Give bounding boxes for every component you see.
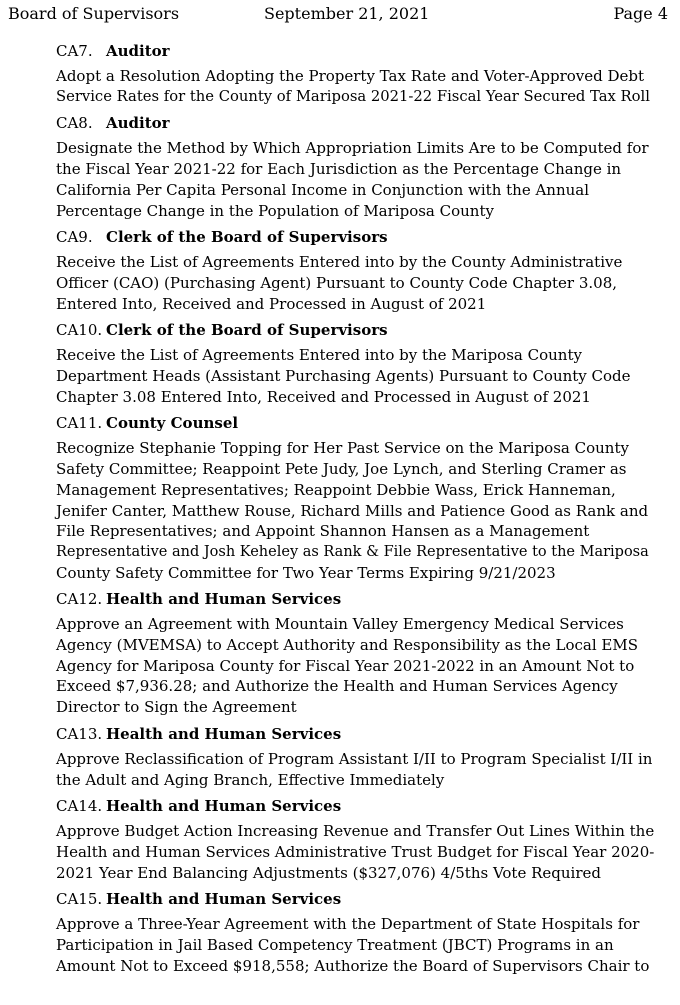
agenda-item <box>56 114 656 221</box>
description-line: Exceed $7,936.28; and Authorize the Health and Human Services Agency <box>56 677 618 696</box>
agenda-item-number: CA14. <box>56 797 103 816</box>
description-line: Approve Reclassification of Program Assistant I/II to Program Specialist I/II in <box>56 749 653 768</box>
agenda-item-description <box>56 66 656 107</box>
description-line: Service Rates for the County of Mariposa 2021-22 Fiscal Year Secured Tax Roll <box>56 87 650 105</box>
description-line: Chapter 3.08 Entered Into, Received and Processed in August of 2021 <box>56 387 591 406</box>
description-line: Approve a Three-Year Agreement with the Department of State Hospitals for <box>56 915 640 934</box>
description-line: Percentage Change in the Population of Mariposa County <box>56 201 494 220</box>
agenda-item-description <box>56 614 656 718</box>
agenda-item <box>56 725 656 790</box>
agenda-item-heading <box>56 42 656 62</box>
agenda-item-number: CA15. <box>56 890 103 909</box>
description-line: Agency for Mariposa County for Fiscal Year 2021-2022 in an Amount Not to <box>56 656 635 675</box>
description-line: Officer (CAO) (Purchasing Agent) Pursuant to County Code Chapter 3.08, <box>56 273 618 292</box>
agenda-item-number: CA9. <box>56 228 93 247</box>
description-line: Recognize Stephanie Topping for Her Past Service on the Mariposa County <box>56 439 629 458</box>
description-line: Representative and Josh Keheley as Rank & File Representative to the Mariposa <box>56 543 649 560</box>
agenda-item-department: Clerk of the Board of Supervisors <box>106 321 388 340</box>
agenda-item <box>56 890 656 976</box>
agenda-item-heading <box>56 890 656 910</box>
agenda-item-number: CA7. <box>56 42 93 60</box>
agenda-item-department: County Counsel <box>106 414 239 433</box>
agenda-item-description <box>56 749 656 790</box>
description-line: Amount Not to Exceed $918,558; Authorize the Board of Supervisors Chair to <box>56 956 650 975</box>
agenda-item-department: Health and Human Services <box>106 590 342 609</box>
description-line: California Per Capita Personal Income in Conjunction with the Annual <box>56 180 590 199</box>
description-line: File Representatives; and Appoint Shannon Hansen as a Management <box>56 522 590 541</box>
description-line: Health and Human Services Administrative Trust Budget for Fiscal Year 2020- <box>56 842 655 861</box>
description-line: County Safety Committee for Two Year Terms Expiring 9/21/2023 <box>56 563 556 582</box>
page-header <box>8 4 668 24</box>
description-line: Receive the List of Agreements Entered into by the County Administrative <box>56 253 623 272</box>
header-board-name: Board of Supervisors <box>8 4 180 23</box>
agenda-item-department: Health and Human Services <box>106 797 342 816</box>
agenda-item-heading <box>56 414 656 434</box>
description-line: Department Heads (Assistant Purchasing Agents) Pursuant to County Code <box>56 367 631 386</box>
agenda-item-number: CA12. <box>56 590 103 609</box>
description-line: Management Representatives; Reappoint Debbie Wass, Erick Hanneman, <box>56 480 616 499</box>
agenda-item-description <box>56 821 656 883</box>
agenda-item-department: Auditor <box>106 114 170 133</box>
description-line: 2021 Year End Balancing Adjustments ($327,076) 4/5ths Vote Required <box>56 863 601 882</box>
agenda-item <box>56 590 656 718</box>
agenda-item-heading <box>56 321 656 341</box>
agenda-item-department: Health and Human Services <box>106 890 342 909</box>
description-line: Participation in Jail Based Competency Treatment (JBCT) Programs in an <box>56 936 614 955</box>
agenda-item <box>56 797 656 883</box>
description-line: Designate the Method by Which Appropriation Limits Are to be Computed for <box>56 139 649 158</box>
agenda-item-number: CA13. <box>56 724 103 743</box>
agenda-item-number: CA10. <box>56 321 103 340</box>
agenda-item-department: Auditor <box>106 42 170 60</box>
header-page-number: Page 4 <box>613 4 668 23</box>
description-line: Director to Sign the Agreement <box>56 698 297 717</box>
agenda-item-description <box>56 138 656 221</box>
agenda-item-heading <box>56 725 656 745</box>
description-line: Safety Committee; Reappoint Pete Judy, Joe Lynch, and Sterling Cramer as <box>56 460 627 479</box>
description-line: Agency (MVEMSA) to Accept Authority and Responsibility as the Local EMS <box>56 636 639 655</box>
agenda-item-department: Clerk of the Board of Supervisors <box>106 228 388 247</box>
agenda-item <box>56 228 656 314</box>
agenda-item <box>56 414 656 583</box>
agenda-item-description <box>56 345 656 407</box>
agenda-item-description <box>56 438 656 583</box>
description-line: Approve an Agreement with Mountain Valley Emergency Medical Services <box>56 615 624 634</box>
description-line: the Fiscal Year 2021-22 for Each Jurisdiction as the Percentage Change in <box>56 160 622 179</box>
description-line: the Adult and Aging Branch, Effective Immediately <box>56 770 445 789</box>
description-line: Approve Budget Action Increasing Revenue and Transfer Out Lines Within the <box>56 822 655 841</box>
agenda-item-heading <box>56 590 656 610</box>
agenda-item-heading <box>56 797 656 817</box>
consent-agenda-list <box>56 42 656 984</box>
agenda-item-description <box>56 252 656 314</box>
agenda-item-number: CA11. <box>56 414 103 433</box>
agenda-item-heading <box>56 228 656 248</box>
header-date: September 21, 2021 <box>264 4 430 23</box>
agenda-item <box>56 321 656 407</box>
description-line: Entered Into, Received and Processed in August of 2021 <box>56 294 487 313</box>
agenda-item-number: CA8. <box>56 114 93 133</box>
description-line: Receive the List of Agreements Entered into by the Mariposa County <box>56 346 582 365</box>
agenda-item-department: Health and Human Services <box>106 724 342 743</box>
description-line: Adopt a Resolution Adopting the Property Tax Rate and Voter-Approved Debt <box>56 67 645 85</box>
description-line: Jenifer Canter, Matthew Rouse, Richard Mills and Patience Good as Rank and <box>56 501 649 520</box>
agenda-item <box>56 42 656 107</box>
agenda-item-heading <box>56 114 656 134</box>
agenda-item-description <box>56 914 656 976</box>
